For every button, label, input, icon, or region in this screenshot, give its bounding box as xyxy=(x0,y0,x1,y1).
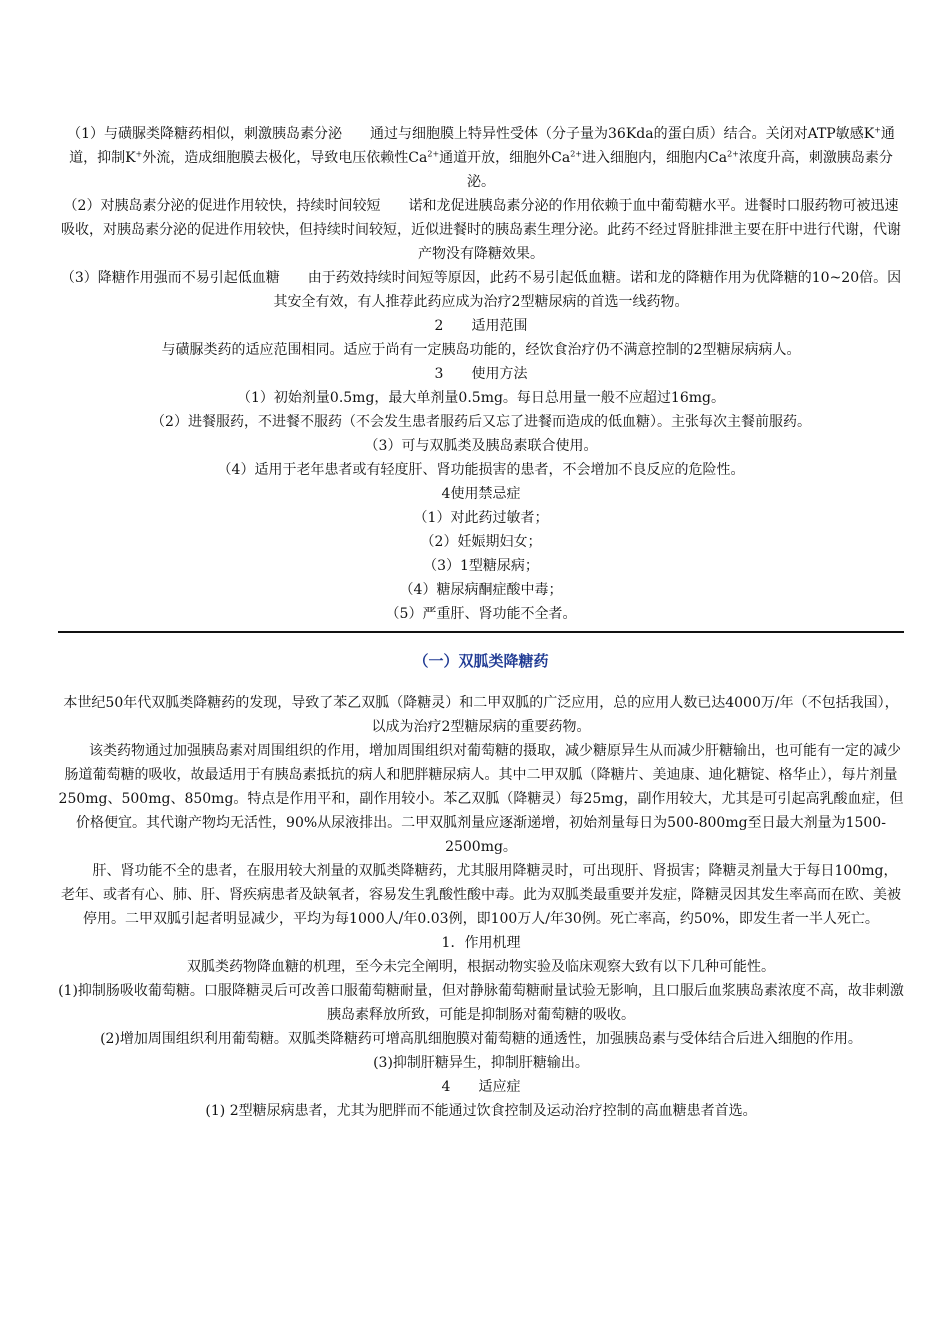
biguanide-risk-paragraph: 肝、肾功能不全的患者，在服用较大剂量的双胍类降糖药，尤其服用降糖灵时，可出现肝、肾损害；降糖灵剂量大于每日100mg，老年、或者有心、肺、肝、肾疾病患者及缺氧者，容易发生乳酸性酸中毒。此为双胍类最重要并发症，降糖灵因其发生率高而在欧、美被停用。二甲双胍引起者明显减少，平均为每1000人/年0.03例，即100万人/年30例。死亡率高，约50%，即发生者一半人死亡。 xyxy=(61,863,901,927)
section-title: （一）双胍类降糖药 xyxy=(413,652,549,670)
usage-item-1: （1）初始剂量0.5mg，最大单剂量0.5mg。每日总用量一般不应超过16mg。 xyxy=(237,390,725,406)
contraindication-item-4: （4）糖尿病酮症酸中毒； xyxy=(399,582,563,598)
section-divider xyxy=(58,631,904,633)
mechanism-item-1: (1)抑制肠吸收葡萄糖。口服降糖灵后可改善口服葡萄糖耐量，但对静脉葡萄糖耐量试验无影响，且口服后血浆胰岛素浓度不高，故非刺激胰岛素释放所致，可能是抑制肠对葡萄糖的吸收。 xyxy=(58,983,904,1023)
usage-item-3: （3）可与双胍类及胰岛素联合使用。 xyxy=(364,438,598,454)
contraindication-item-1: （1）对此药过敏者； xyxy=(413,510,549,526)
mechanism-paragraph-1: （1）与磺脲类降糖药相似，刺激胰岛素分泌 通过与细胞膜上特异性受体（分子量为36Kda的蛋白质）结合。关闭对ATP敏感K+通道，抑制K+外流，造成细胞膜去极化，导致电压依赖性$Ca^{2+}$通道开放，细胞外$Ca^{2+}$进入细胞内，细胞内$Ca^{2+}$浓度升高，刺激胰岛素分泌。 xyxy=(67,125,895,190)
biguanide-intro-paragraph: 本世纪50年代双胍类降糖药的发现，导致了苯乙双胍（降糖灵）和二甲双胍的广泛应用，总的应用人数已达4000万/年（不包括我国），以成为治疗2型糖尿病的重要药物。 xyxy=(63,695,899,735)
indication-item-1: (1) 2型糖尿病患者，尤其为肥胖而不能通过饮食控制及运动治疗控制的高血糖患者首选。 xyxy=(205,1103,757,1119)
document-page xyxy=(58,122,904,1123)
heading-scope: 2 适用范围 xyxy=(434,318,528,334)
scope-paragraph: 与磺脲类药的适应范围相同。适应于尚有一定胰岛功能的，经饮食治疗仍不满意控制的2型糖尿病病人。 xyxy=(161,342,801,358)
mechanism-paragraph-3: （3）降糖作用强而不易引起低血糖 由于药效持续时间短等原因，此药不易引起低血糖。诺和龙的降糖作用为优降糖的10~20倍。因其安全有效，有人推荐此药应成为治疗2型糖尿病的首选一线药物。 xyxy=(60,270,902,310)
mechanism-item-3: (3)抑制肝糖异生，抑制肝糖输出。 xyxy=(373,1055,589,1071)
contraindication-item-3: （3）1型糖尿病； xyxy=(423,558,539,574)
contraindication-item-5: （5）严重肝、肾功能不全者。 xyxy=(385,606,577,622)
heading-indications: 4 适应症 xyxy=(441,1079,521,1095)
heading-contraindications: 4使用禁忌症 xyxy=(441,486,521,502)
mechanism-paragraph-2: （2）对胰岛素分泌的促进作用较快，持续时间较短 诺和龙促进胰岛素分泌的作用依赖于血中葡萄糖水平。进餐时口服药物可被迅速吸收，对胰岛素分泌的促进作用较快，但持续时间较短，近似进餐时的胰岛素生理分泌。此药不经过肾脏排泄主要在肝中进行代谢，代谢产物没有降糖效果。 xyxy=(61,198,901,262)
heading-mechanism: 1．作用机理 xyxy=(441,935,521,951)
contraindication-item-2: （2）妊娠期妇女； xyxy=(420,534,542,550)
mechanism-intro: 双胍类药物降血糖的机理，至今未完全阐明，根据动物实验及临床观察大致有以下几种可能性。 xyxy=(187,959,775,975)
usage-item-2: （2）进餐服药，不进餐不服药（不会发生患者服药后又忘了进餐而造成的低血糖）。主张每次主餐前服药。 xyxy=(151,414,811,430)
biguanide-action-paragraph: 该类药物通过加强胰岛素对周围组织的作用，增加周围组织对葡萄糖的摄取，减少糖原异生从而减少肝糖输出，也可能有一定的减少肠道葡萄糖的吸收，故最适用于有胰岛素抵抗的病人和肥胖糖尿病人。其中二甲双胍（降糖片、美迪康、迪化糖锭、格华止），每片剂量250mg、500mg、850mg。特点是作用平和，副作用较小。苯乙双胍（降糖灵）每25mg，副作用较大，尤其是可引起高乳酸血症，但价格便宜。其代谢产物均无活性，90%从尿液排出。二甲双胍剂量应逐渐递增，初始剂量每日为500-800mg至日最大剂量为1500-2500mg。 xyxy=(58,743,904,855)
heading-usage: 3 使用方法 xyxy=(434,366,528,382)
usage-item-4: （4）适用于老年患者或有轻度肝、肾功能损害的患者，不会增加不良反应的危险性。 xyxy=(217,462,745,478)
mechanism-item-2: (2)增加周围组织利用葡萄糖。双胍类降糖药可增高肌细胞膜对葡萄糖的通透性，加强胰岛素与受体结合后进入细胞的作用。 xyxy=(100,1031,862,1047)
